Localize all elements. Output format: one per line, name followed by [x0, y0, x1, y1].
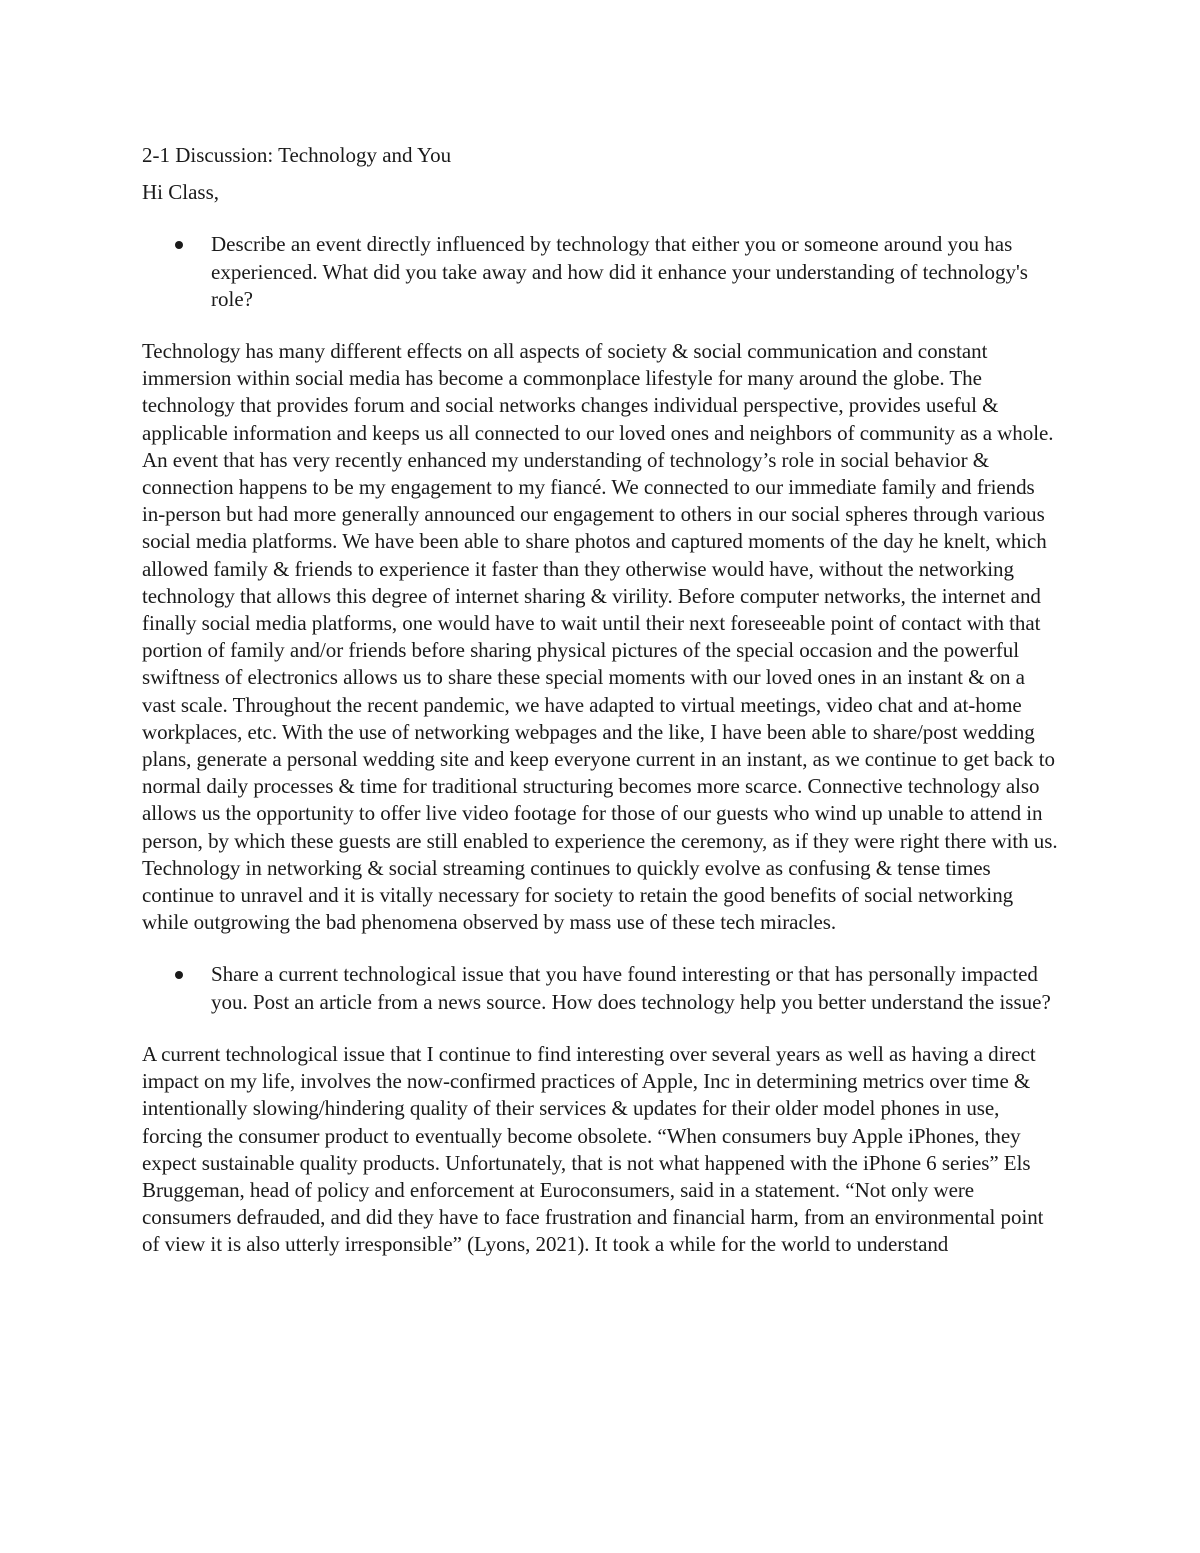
document-title: 2-1 Discussion: Technology and You — [142, 143, 452, 167]
bullet-icon — [175, 971, 183, 979]
document-body — [142, 142, 1062, 1284]
prompt-list-2 — [142, 961, 1062, 1015]
prompt-item-2 — [142, 961, 1062, 1015]
greeting: Hi Class, — [142, 180, 220, 205]
prompt-item-1 — [142, 231, 1062, 313]
bullet-icon — [175, 241, 183, 249]
answer-paragraph-2: A current technological issue that I continue to find interesting over several years as well as having a direct impact on my life, involves the now-confirmed practices of Apple, Inc in determining metrics over time & intentionally slowing/hindering quality of their services & updates for their older model phones in use, forcing the consumer product to eventually become obsolete. “When consumers buy Apple iPhones, they expect sustainable quality products. Unfortunately, that is not what happened with the iPhone 6 series” Els Bruggeman, head of policy and enforcement at Euroconsumers, said in a statement. “Not only were consumers defrauded, and did they have to face frustration and financial harm, from an environmental point of view it is also utterly irresponsible” (Lyons, 2021). It took a while for the world to understand — [142, 1041, 1044, 1257]
prompt-list-1 — [142, 231, 1062, 313]
prompt-text-1: Describe an event directly influenced by technology that either you or someone around you has experienced. What did you take away and how did it enhance your understanding of technology's role? — [211, 232, 1028, 311]
answer-paragraph-1: Technology has many different effects on all aspects of society & social communication and constant immersion within social media has become a commonplace lifestyle for many around the globe. The technology that provides forum and social networks changes individual perspective, provides useful & applicable information and keeps us all connected to our loved ones and neighbors of community as a whole. An event that has very recently enhanced my understanding of technology’s role in social behavior & connection happens to be my engagement to my fiancé. We connected to our immediate family and friends in-person but had more generally announced our engagement to others in our social spheres through various social media platforms. We have been able to share photos and captured moments of the day he knelt, which allowed family & friends to experience it faster than they otherwise would have, without the networking technology that allows this degree of internet sharing & virility. Before computer networks, the internet and finally social media platforms, one would have to wait until their next foreseeable point of contact with that portion of family and/or friends before sharing physical pictures of the special occasion and the powerful swiftness of electronics allows us to share these special moments with our loved ones in an instant & on a vast scale. Throughout the recent pandemic, we have adapted to virtual meetings, video chat and at-home workplaces, etc. With the use of networking webpages and the like, I have been able to share/post wedding plans, generate a personal wedding site and keep everyone current in an instant, as we continue to get back to normal daily processes & time for traditional structuring becomes more scarce. Connective technology also allows us the opportunity to offer live video footage for those of our guests who wind up unable to attend in person, by which these guests are still enabled to experience the ceremony, as if they were right there with us. Technology in networking & social streaming continues to quickly evolve as confusing & tense times continue to unravel and it is vitally necessary for society to retain the good benefits of social networking while outgrowing the bad phenomena observed by mass use of these tech miracles. — [142, 339, 1058, 935]
prompt-text-2: Share a current technological issue that you have found interesting or that has personally impacted you. Post an article from a news source. How does technology help you better understand the issue? — [211, 962, 1051, 1014]
